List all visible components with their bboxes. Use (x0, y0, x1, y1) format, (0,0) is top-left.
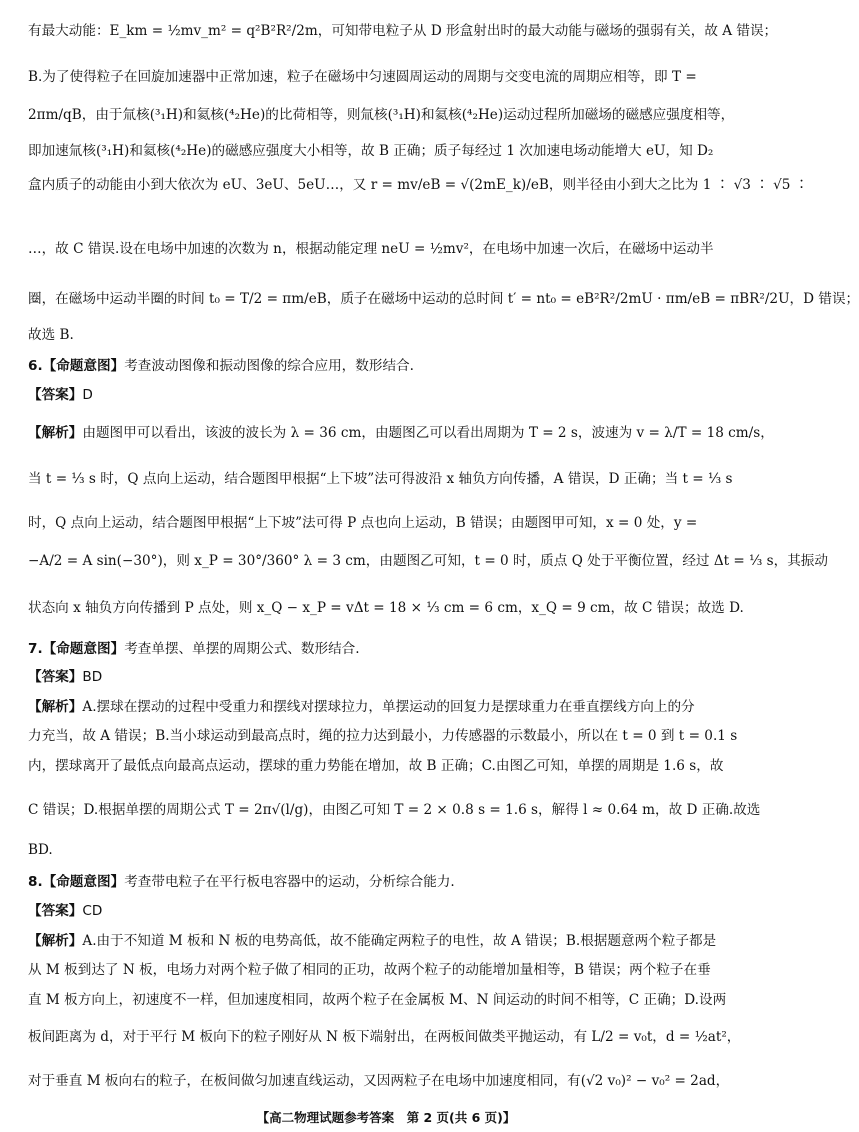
analysis-label: 【解析】 (28, 425, 83, 441)
intent-label: 7.【命题意图】 (28, 641, 125, 657)
q7-intent (28, 640, 758, 658)
answer-label: 【答案】 (28, 903, 83, 919)
analysis-text: 由题图甲可以看出，该波的波长为 λ = 36 cm，由题图乙可以看出周期为 T = 2 s，波速为 v = λ/T = 18 cm/s， (82, 425, 774, 441)
q6-answer (28, 386, 758, 404)
q7-answer (28, 668, 758, 686)
text-line: 时，Q 点向上运动，结合题图甲根据“上下坡”法可得 P 点也向上运动，B 错误；由题图甲可知，x = 0 处，y = (28, 515, 698, 531)
text-line: 板间距离为 d，对于平行 M 板向下的粒子刚好从 N 板下端射出，在两板间做类平抛运动，有 L/2 = v₀t，d = ½at²， (28, 1029, 741, 1045)
intent-label: 6.【命题意图】 (28, 358, 125, 374)
q8-intent (28, 873, 758, 891)
q6-intent (28, 357, 758, 375)
text-line: 即加速氚核(³₁H)和氦核(⁴₂He)的磁感应强度大小相等，故 B 正确；质子每经过 1 次加速电场动能增大 eU，知 D₂ (28, 143, 714, 159)
analysis-label: 【解析】 (28, 933, 83, 949)
text-line: 故选 B. (28, 327, 74, 343)
text-line: B.为了使得粒子在回旋加速器中正常加速，粒子在磁场中匀速圆周运动的周期与交变电流的周期应相等，即 T = (28, 69, 697, 85)
text-line: 当 t = ⅓ s 时，Q 点向上运动，结合题图甲根据“上下坡”法可得波沿 x 轴负方向传播，A 错误，D 正确；当 t = ⅓ s (28, 471, 733, 487)
text-line: 状态向 x 轴负方向传播到 P 点处，则 x_Q − x_P = vΔt = 18 × ⅓ cm = 6 cm，x_Q = 9 cm，故 C 错误；故选 D. (28, 600, 744, 616)
text-line: 力充当，故 A 错误；B.当小球运动到最高点时，绳的拉力达到最小，力传感器的示数最小，所以在 t = 0 到 t = 0.1 s (28, 728, 738, 744)
text-line: 直 M 板方向上，初速度不一样，但加速度相同，故两个粒子在金属板 M、N 间运动的时间不相等，C 正确；D.设两 (28, 992, 727, 1008)
analysis-text: A.由于不知道 M 板和 N 板的电势高低，故不能确定两粒子的电性，故 A 错误；B.根据题意两个粒子都是 (82, 933, 717, 949)
intent-text: 考查波动图像和振动图像的综合应用，数形结合. (124, 358, 414, 374)
intent-label: 8.【命题意图】 (28, 874, 125, 890)
text-line: −A/2 = A sin(−30°)，则 x_P = 30°/360° λ = 3 cm，由题图乙可知，t = 0 时，质点 Q 处于平衡位置，经过 Δt = ⅓ s，其振动 (28, 553, 828, 569)
answer-value: CD (82, 903, 103, 919)
text-line: 从 M 板到达了 N 板，电场力对两个粒子做了相同的正功，故两个粒子的动能增加量相等，B 错误；两个粒子在垂 (28, 962, 711, 978)
text-line: …，故 C 错误.设在电场中加速的次数为 n，根据动能定理 neU = ½mv²，在电场中加速一次后，在磁场中运动半 (28, 241, 714, 257)
intent-text: 考查带电粒子在平行板电容器中的运动，分析综合能力. (124, 874, 455, 890)
text-line: 内，摆球离开了最低点向最高点运动，摆球的重力势能在增加，故 B 正确；C.由图乙可知，单摆的周期是 1.6 s，故 (28, 758, 724, 774)
q8-analysis (28, 932, 758, 950)
q7-analysis (28, 698, 758, 716)
text-line: 盒内质子的动能由小到大依次为 eU、3eU、5eU…，又 r = mv/eB = √(2mE_k)/eB，则半径由小到大之比为 1 ∶ √3 ∶ √5 ∶ (28, 177, 809, 193)
page-footer: 【高二物理试题参考答案 第 2 页(共 6 页)】 (256, 1110, 516, 1125)
analysis-text: A.摆球在摆动的过程中受重力和摆线对摆球拉力，单摆运动的回复力是摆球重力在垂直摆线方向上的分 (82, 699, 695, 715)
q6-analysis (28, 424, 774, 442)
text-line: BD. (28, 842, 53, 858)
text-line: 有最大动能：E_km = ½mv_m² = q²B²R²/2m，可知带电粒子从 D 形盒射出时的最大动能与磁场的强弱有关，故 A 错误； (28, 23, 778, 39)
text-line: 圈，在磁场中运动半圈的时间 t₀ = T/2 = πm/eB，质子在磁场中运动的总时间 t′ = nt₀ = eB²R²/2mU · πm/eB = πBR²/2U，D 错误； (28, 291, 859, 307)
text-line: 2πm/qB，由于氚核(³₁H)和氦核(⁴₂He)的比荷相等，则氚核(³₁H)和氦核(⁴₂He)运动过程所加磁场的磁感应强度相等， (28, 107, 735, 123)
q8-answer (28, 902, 758, 920)
intent-text: 考查单摆、单摆的周期公式、数形结合. (124, 641, 360, 657)
answer-label: 【答案】 (28, 387, 83, 403)
answer-value: BD (82, 669, 103, 685)
text-line: 对于垂直 M 板向右的粒子，在板间做匀加速直线运动，又因两粒子在电场中加速度相同，有(√2 v₀)² − v₀² = 2ad， (28, 1073, 730, 1089)
answer-label: 【答案】 (28, 669, 83, 685)
text-line: C 错误；D.根据单摆的周期公式 T = 2π√(l/g)，由图乙可知 T = 2 × 0.8 s = 1.6 s，解得 l ≈ 0.64 m，故 D 正确.故选 (28, 802, 761, 818)
analysis-label: 【解析】 (28, 699, 83, 715)
answer-value: D (82, 387, 93, 403)
